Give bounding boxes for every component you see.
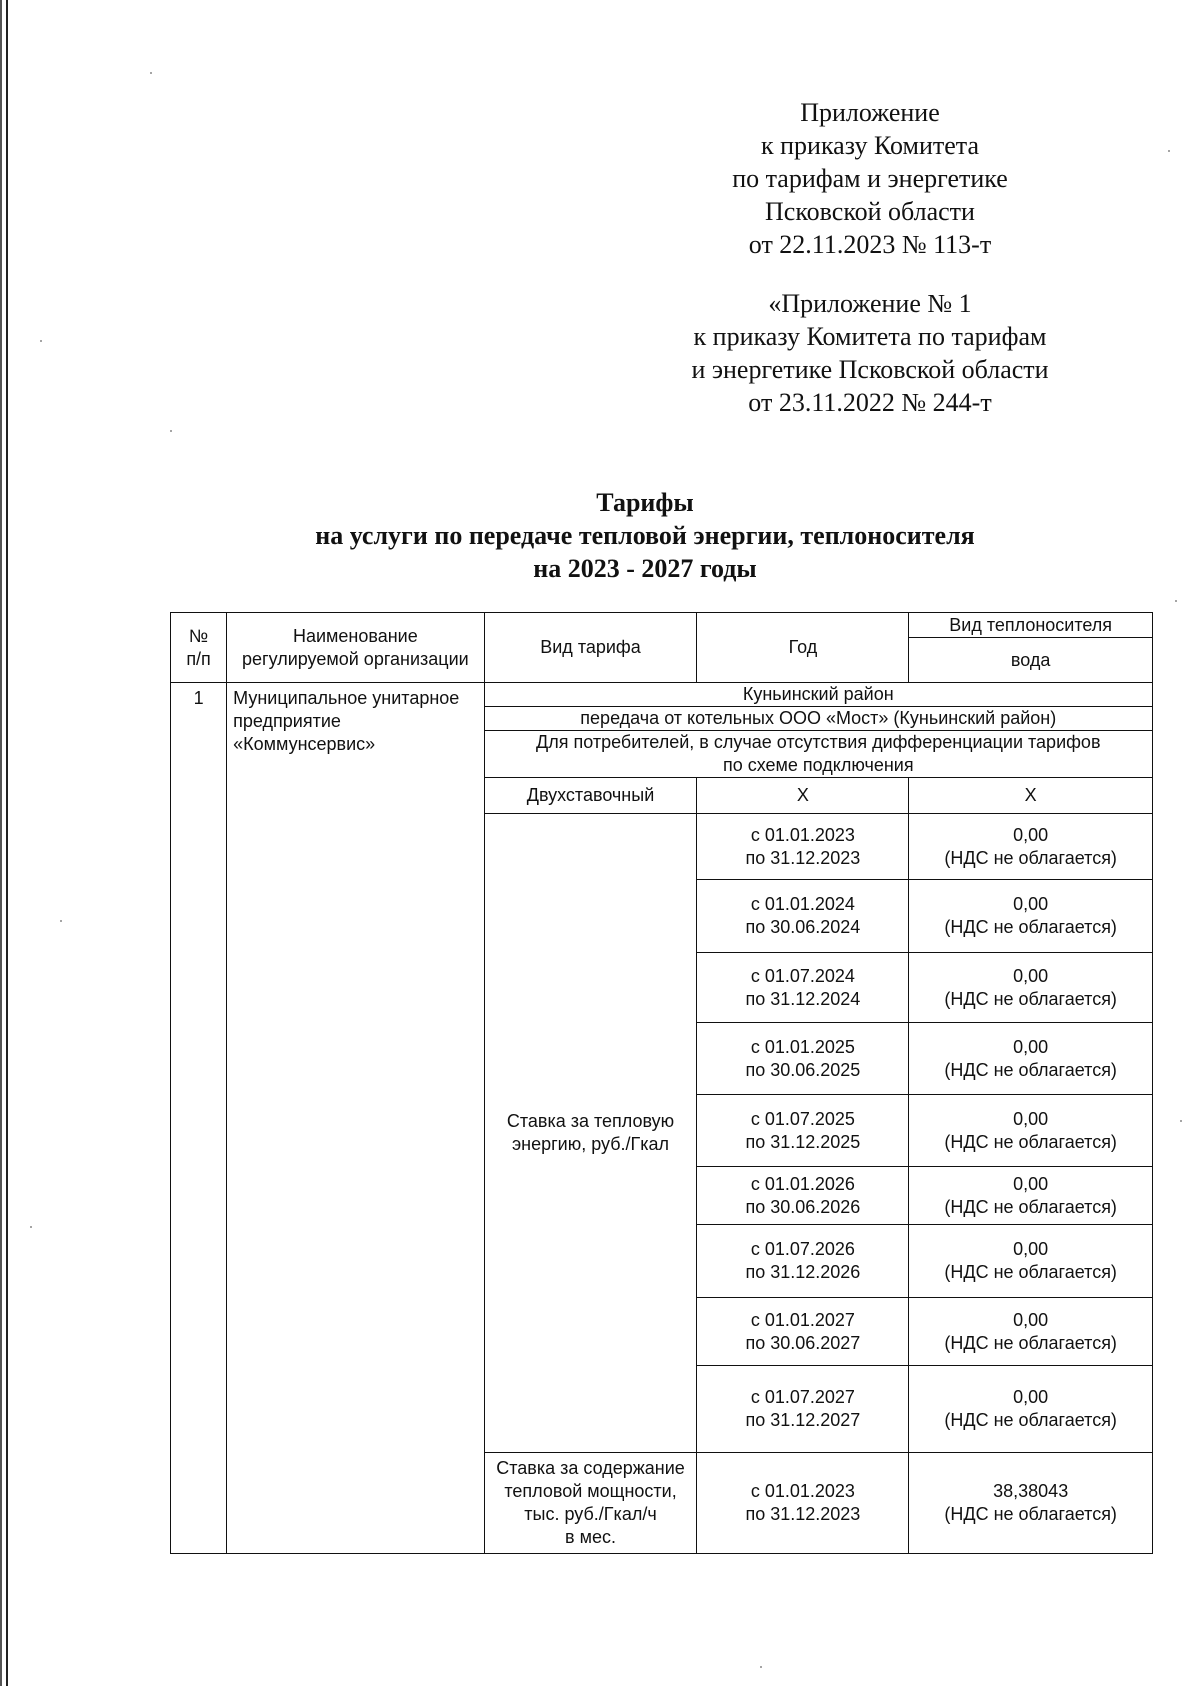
title-line: Тарифы [596, 488, 694, 517]
scan-speck [150, 72, 152, 74]
period-cell: с 01.01.2027 по 30.06.2027 [697, 1298, 909, 1366]
table-header-row [171, 613, 1153, 638]
value-cell: 0,00 (НДС не облагается) [909, 1366, 1153, 1453]
value-cell: 0,00 (НДС не облагается) [909, 1023, 1153, 1095]
appendix-header [640, 96, 1100, 419]
appendix-line: к приказу Комитета [760, 131, 979, 160]
period-cell: с 01.01.2023 по 31.12.2023 [697, 814, 909, 880]
document-title [200, 486, 1090, 585]
scan-speck [1168, 150, 1170, 152]
tariff-table [170, 612, 1153, 1554]
table-row [171, 683, 1153, 707]
header-year: Год [697, 613, 909, 683]
period-cell: с 01.01.2026 по 30.06.2026 [697, 1167, 909, 1225]
consumers-row: Для потребителей, в случае отсутствия дифференциации тарифов по схеме подключения [484, 731, 1152, 778]
energy-rate-label: Ставка за тепловую энергию, руб./Гкал [484, 814, 697, 1453]
title-line: на услуги по передаче тепловой энергии, теплоносителя [315, 521, 975, 550]
appendix-line: от 22.11.2023 № 113-т [748, 230, 992, 259]
scan-edge-outer [0, 0, 2, 1686]
scan-edge-inner [6, 0, 8, 1686]
period-cell: с 01.01.2023 по 31.12.2023 [697, 1453, 909, 1554]
period-cell: с 01.07.2025 по 31.12.2025 [697, 1095, 909, 1167]
value-cell: 0,00 (НДС не облагается) [909, 1298, 1153, 1366]
row-number: 1 [171, 683, 227, 1554]
header-carrier-group: Вид теплоносителя [909, 613, 1153, 638]
value-cell: 0,00 (НДС не облагается) [909, 1167, 1153, 1225]
scan-speck [30, 1226, 32, 1228]
original-appendix-line: к приказу Комитета по тарифам [693, 322, 1047, 351]
value-cell: 38,38043 (НДС не облагается) [909, 1453, 1153, 1554]
scan-speck [760, 1666, 762, 1668]
value-cell: 0,00 (НДС не облагается) [909, 1225, 1153, 1298]
period-cell: с 01.07.2027 по 31.12.2027 [697, 1366, 909, 1453]
title-line: на 2023 - 2027 годы [533, 554, 757, 583]
organization-name: Муниципальное унитарное предприятие «Коммунсервис» [227, 683, 484, 1554]
scan-speck [60, 920, 62, 922]
scan-speck [1180, 1120, 1182, 1122]
period-cell: с 01.07.2026 по 31.12.2026 [697, 1225, 909, 1298]
period-cell: с 01.01.2025 по 30.06.2025 [697, 1023, 909, 1095]
district-row: Куньинский район [484, 683, 1152, 707]
header-carrier: вода [909, 638, 1153, 683]
appendix-line: Псковской области [765, 197, 975, 226]
appendix-line: Приложение [800, 98, 940, 127]
scan-speck [40, 340, 42, 342]
value-cell: 0,00 (НДС не облагается) [909, 1095, 1153, 1167]
value-cell: 0,00 (НДС не облагается) [909, 814, 1153, 880]
capacity-rate-label: Ставка за содержание тепловой мощности, тыс. руб./Гкал/ч в мес. [484, 1453, 697, 1554]
two-rate-value: Х [909, 778, 1153, 814]
original-appendix-line: от 23.11.2022 № 244-т [748, 388, 992, 417]
transfer-row: передача от котельных ООО «Мост» (Куньинский район) [484, 707, 1152, 731]
scan-speck [1175, 600, 1177, 602]
header-tariff-type: Вид тарифа [484, 613, 697, 683]
two-rate-year: Х [697, 778, 909, 814]
value-cell: 0,00 (НДС не облагается) [909, 880, 1153, 953]
period-cell: с 01.01.2024 по 30.06.2024 [697, 880, 909, 953]
header-number: № п/п [171, 613, 227, 683]
scan-speck [170, 430, 172, 432]
period-cell: с 01.07.2024 по 31.12.2024 [697, 953, 909, 1023]
appendix-line: по тарифам и энергетике [732, 164, 1008, 193]
original-appendix-line: и энергетике Псковской области [691, 355, 1049, 384]
original-appendix-line: «Приложение № 1 [768, 289, 972, 318]
header-organization: Наименование регулируемой организации [227, 613, 484, 683]
value-cell: 0,00 (НДС не облагается) [909, 953, 1153, 1023]
two-rate-label: Двухставочный [484, 778, 697, 814]
